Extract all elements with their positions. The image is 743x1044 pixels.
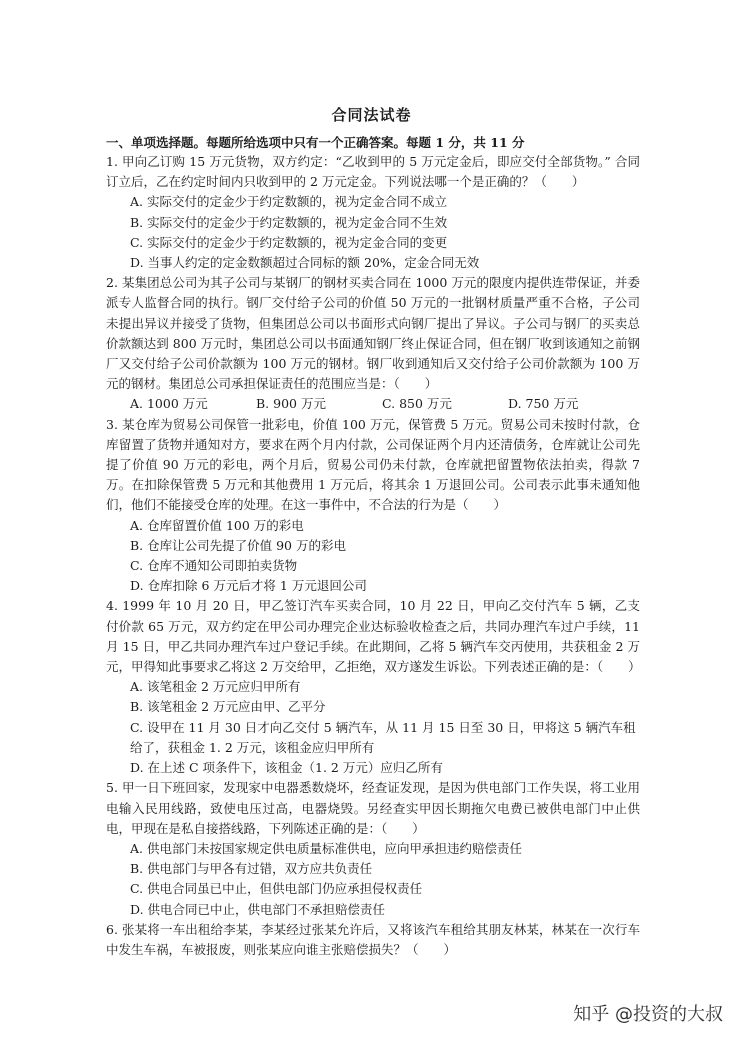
question-stem: 5. 甲一日下班回家，发现家中电器悉数烧坏，经查证发现，是因为供电部门工作失误，将工业用电输入民用线路，致使电压过高，电器烧毁。另经查实甲因长期拖欠电费已被供电部门中止供电，甲现在是私自接搭线路，下列陈述正确的是：（ ）	[106, 780, 640, 836]
question-3	[106, 415, 640, 597]
question-list	[106, 152, 640, 960]
option-c: C. 实际交付的定金少于约定数额的，视为定金合同的变更	[130, 234, 448, 250]
page-title: 合同法试卷	[331, 106, 412, 124]
option-b: B. 900 万元	[256, 396, 326, 412]
option-b: B. 供电部门与甲各有过错，双方应共负责任	[130, 861, 373, 877]
watermark: 知乎 @投资的大叔	[573, 1004, 723, 1025]
option-b: B. 实际交付的定金少于约定数额的，视为定金合同不生效	[130, 214, 448, 230]
option-c: C. 850 万元	[382, 396, 452, 412]
question-stem: 1. 甲向乙订购 15 万元货物，双方约定：“乙收到甲的 5 万元定金后，即应交付全部货物。” 合同订立后，乙在约定时间内只收到甲的 2 万元定金。下列说法哪一个是正确的？（ ）	[106, 154, 640, 190]
option-b: B. 该笔租金 2 万元应由甲、乙平分	[130, 699, 326, 715]
question-6	[106, 920, 640, 960]
question-4	[106, 596, 640, 778]
question-stem: 6. 张某将一车出租给李某，李某经过张某允许后，又将该汽车租给其朋友林某，林某在一次行车中发生车祸，车被报废，则张某应向谁主张赔偿损失？（ ）	[106, 921, 640, 957]
option-row	[106, 394, 640, 414]
option-d: D. 仓库扣除 6 万元后才将 1 万元退回公司	[130, 578, 367, 594]
option-a: A. 实际交付的定金少于约定数额的，视为定金合同不成立	[130, 194, 447, 210]
question-stem: 2. 某集团总公司为其子公司与某钢厂的钢材买卖合同在 1000 万元的限度内提供连带保证，并委派专人监督合同的执行。钢厂交付给子公司的价值 50 万元的一批钢材质量严重不合格，子公司未提出异议并接受了货物，但集团总公司以书面形式向钢厂提出了异议。子公司与钢厂的买卖总价款额达到 800 万元时，集团总公司以书面通知钢厂终止保证合同，但在钢厂收到该通知之前钢厂又交付给子公司价款额为 100 万元的钢材。钢厂收到通知后又交付给子公司价款额为 100 万元的钢材。集团总公司承担保证责任的范围应当是：（ ）	[106, 275, 640, 392]
question-stem: 4. 1999 年 10 月 20 日，甲乙签订汽车买卖合同，10 月 22 日，甲向乙交付汽车 5 辆，乙支付价款 65 万元，双方约定在甲公司办理完企业达标验收检查之后，共同办理汽车过户手续，11 月 15 日，甲乙共同办理汽车过户登记手续。在此期间，乙将 5 辆汽车交丙使用，共获租金 2 万元，甲得知此事要求乙将这 2 万交给甲，乙拒绝，双方遂发生诉讼。下列表述正确的是：（ ）	[106, 598, 641, 675]
option-a: A. 1000 万元	[130, 396, 208, 412]
option-c: C. 设甲在 11 月 30 日才向乙交付 5 辆汽车，从 11 月 15 日至 30 日，甲将这 5 辆汽车租给了，获租金 1. 2 万元，该租金应归甲所有	[130, 719, 636, 755]
option-c: C. 供电合同虽已中止，但供电部门仍应承担侵权责任	[130, 881, 423, 897]
option-d: D. 在上述 C 项条件下，该租金（1. 2 万元）应归乙所有	[130, 760, 443, 776]
question-5	[106, 778, 640, 919]
option-d: D. 当事人约定的定金数额超过合同标的额 20%，定金合同无效	[130, 255, 480, 271]
option-d: D. 750 万元	[508, 396, 579, 412]
question-2	[106, 273, 640, 414]
option-d: D. 供电合同已中止，供电部门不承担赔偿责任	[130, 901, 386, 917]
question-1	[106, 152, 640, 273]
option-a: A. 该笔租金 2 万元应归甲所有	[130, 679, 301, 695]
option-a: A. 供电部门未按国家规定供电质量标准供电，应向甲承担违约赔偿责任	[130, 840, 522, 856]
section-heading: 一、单项选择题。每题所给选项中只有一个正确答案。每题 1 分，共 11 分	[106, 135, 525, 150]
question-stem: 3. 某仓库为贸易公司保管一批彩电，价值 100 万元，保管费 5 万元。贸易公司未按时付款，仓库留置了货物并通知对方，要求在两个月内付款，公司保证两个月内还清债务，仓库就让公司先提了价值 90 万元的彩电，两个月后，贸易公司仍未付款，仓库就把留置物依法拍卖，得款 7 万。在扣除保管费 5 万元和其他费用 1 万元后，将其余 1 万退回公司。公司表示此事未通知他们，他们不能接受仓库的处理。在这一事件中，不合法的行为是（ ）	[106, 416, 640, 513]
option-a: A. 仓库留置价值 100 万的彩电	[130, 517, 304, 533]
option-b: B. 仓库让公司先提了价值 90 万的彩电	[130, 537, 346, 553]
option-c: C. 仓库不通知公司即拍卖货物	[130, 558, 298, 574]
